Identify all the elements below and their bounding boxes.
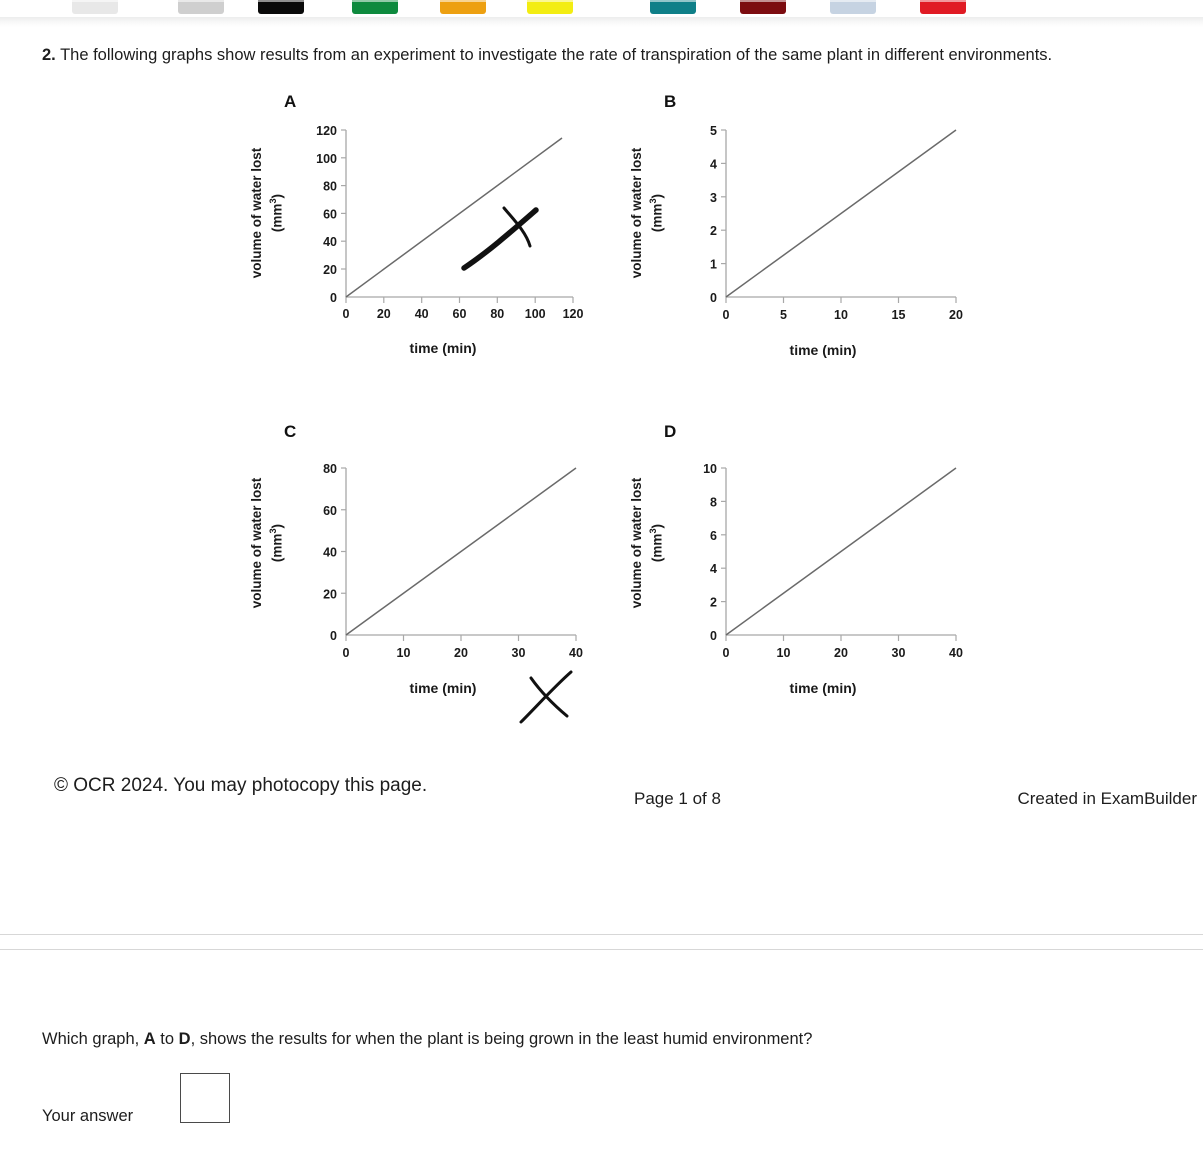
svg-text:10: 10: [834, 308, 848, 322]
svg-text:10: 10: [396, 646, 411, 660]
toolbar-shadow: [0, 17, 1203, 27]
annotation-color-toolbar[interactable]: [0, 0, 1203, 17]
svg-text:10: 10: [703, 462, 717, 476]
swatch-eraser[interactable]: [178, 0, 224, 14]
swatch-orange[interactable]: [440, 0, 486, 14]
graph-a-x-ticks: [343, 297, 584, 321]
svg-text:3: 3: [710, 190, 717, 205]
answer-question-pre: Which graph,: [42, 1030, 144, 1048]
footer-page-number: Page 1 of 8: [634, 789, 721, 808]
swatch-green[interactable]: [352, 0, 398, 14]
graph-a-x-axis-label: time (min): [409, 340, 477, 356]
graph-d-letter: D: [664, 422, 677, 441]
graph-b-x-axis-label: time (min): [789, 342, 857, 358]
svg-text:100: 100: [316, 151, 337, 166]
swatch-yellow[interactable]: [527, 0, 573, 14]
graph-d-plot: [678, 450, 968, 690]
graph-c-y-ticks: [323, 462, 346, 643]
svg-text:20: 20: [323, 587, 337, 602]
svg-text:40: 40: [323, 235, 337, 250]
svg-text:80: 80: [323, 179, 337, 194]
svg-text:0: 0: [330, 291, 337, 305]
svg-text:40: 40: [569, 646, 583, 660]
svg-text:0: 0: [342, 646, 350, 660]
swatch-dark-red[interactable]: [740, 0, 786, 14]
svg-text:10: 10: [776, 646, 791, 660]
graph-c-x-annotation: [503, 664, 593, 734]
svg-text:30: 30: [511, 646, 526, 660]
graph-b: [629, 92, 978, 392]
graph-b-letter: B: [664, 92, 677, 111]
graph-c: [249, 422, 598, 722]
svg-text:80: 80: [323, 462, 337, 476]
svg-text:2: 2: [710, 595, 717, 610]
svg-text:30: 30: [891, 646, 906, 660]
svg-text:20: 20: [949, 308, 963, 322]
graph-b-y-ticks: [710, 124, 726, 305]
your-answer-input[interactable]: [180, 1073, 230, 1123]
swatch-red[interactable]: [920, 0, 966, 14]
your-answer-label: Your answer: [42, 1107, 134, 1125]
graph-a-plot: [298, 120, 588, 345]
svg-text:20: 20: [454, 646, 468, 660]
graph-c-data-line: [346, 468, 576, 635]
footer-copyright: © OCR 2024. You may photocopy this page.: [54, 775, 428, 796]
svg-text:0: 0: [710, 291, 717, 305]
graph-b-data-line: [726, 130, 956, 297]
svg-text:40: 40: [949, 646, 963, 660]
graph-a-y-axis-label: volume of water lost $(mm^3)$: [249, 147, 285, 279]
svg-text:4: 4: [710, 157, 717, 172]
swatch-pale-blue[interactable]: [830, 0, 876, 14]
graph-b-x-ticks: [723, 297, 963, 322]
svg-text:60: 60: [323, 503, 337, 518]
graph-d-x-ticks: [723, 635, 963, 660]
graph-b-plot: [678, 120, 968, 345]
section-divider-top: [0, 934, 1203, 935]
graph-a-y-ticks: [316, 124, 346, 305]
question-number: 2.: [42, 46, 56, 64]
graph-b-y-axis-label: volume of water lost $(mm^3)$: [629, 147, 665, 279]
svg-text:0: 0: [330, 629, 337, 643]
svg-text:2: 2: [710, 224, 717, 239]
svg-text:120: 120: [316, 124, 337, 138]
svg-text:40: 40: [323, 545, 337, 560]
svg-text:5: 5: [780, 308, 787, 322]
swatch-black[interactable]: [258, 0, 304, 14]
section-divider-bottom: [0, 949, 1203, 950]
question-stem: [42, 44, 1152, 66]
graph-d-data-line: [726, 468, 956, 635]
graph-d-x-axis-label: time (min): [789, 680, 857, 696]
graph-d-y-axis-label: volume of water lost $(mm^3)$: [629, 477, 665, 609]
svg-text:15: 15: [891, 308, 906, 322]
svg-text:8: 8: [710, 495, 717, 510]
svg-text:120: 120: [562, 307, 584, 321]
svg-text:100: 100: [524, 307, 546, 321]
graph-c-y-axis-label: volume of water lost $(mm^3)$: [249, 477, 285, 609]
svg-text:0: 0: [722, 646, 730, 660]
svg-text:0: 0: [722, 308, 730, 322]
question-stem-text: The following graphs show results from an experiment to investigate the rate of transpiration of the same plant in different environments.: [60, 46, 1053, 64]
graph-d: [629, 422, 978, 722]
svg-text:5: 5: [710, 124, 717, 138]
graph-a-letter: A: [284, 92, 297, 111]
graph-c-plot: [298, 450, 588, 690]
graph-d-y-ticks: [703, 462, 726, 643]
svg-text:20: 20: [834, 646, 848, 660]
graph-a: [249, 92, 598, 392]
svg-text:40: 40: [414, 307, 429, 321]
graph-c-x-axis-label: time (min): [409, 680, 477, 696]
answer-option-a: A: [143, 1030, 156, 1048]
svg-text:0: 0: [342, 307, 350, 321]
answer-question-post: , shows the results for when the plant is being grown in the least humid environment?: [190, 1030, 813, 1048]
svg-text:60: 60: [452, 307, 467, 321]
footer-created-in: Created in ExamBuilder: [1017, 789, 1197, 808]
answer-option-d: D: [178, 1030, 191, 1048]
svg-text:80: 80: [490, 307, 505, 321]
svg-text:1: 1: [710, 257, 717, 272]
svg-text:20: 20: [323, 263, 337, 277]
swatch-white[interactable]: [72, 0, 118, 14]
swatch-teal[interactable]: [650, 0, 696, 14]
graph-c-letter: C: [284, 422, 297, 441]
graph-c-x-ticks: [343, 635, 583, 660]
svg-text:60: 60: [323, 207, 337, 222]
graph-a-x-annotation: [464, 208, 536, 268]
svg-text:0: 0: [710, 629, 717, 643]
answer-question-mid: to: [155, 1030, 179, 1048]
svg-text:4: 4: [710, 562, 717, 577]
svg-text:6: 6: [710, 528, 717, 543]
answer-question-text: [42, 1030, 812, 1049]
svg-text:20: 20: [376, 307, 391, 321]
